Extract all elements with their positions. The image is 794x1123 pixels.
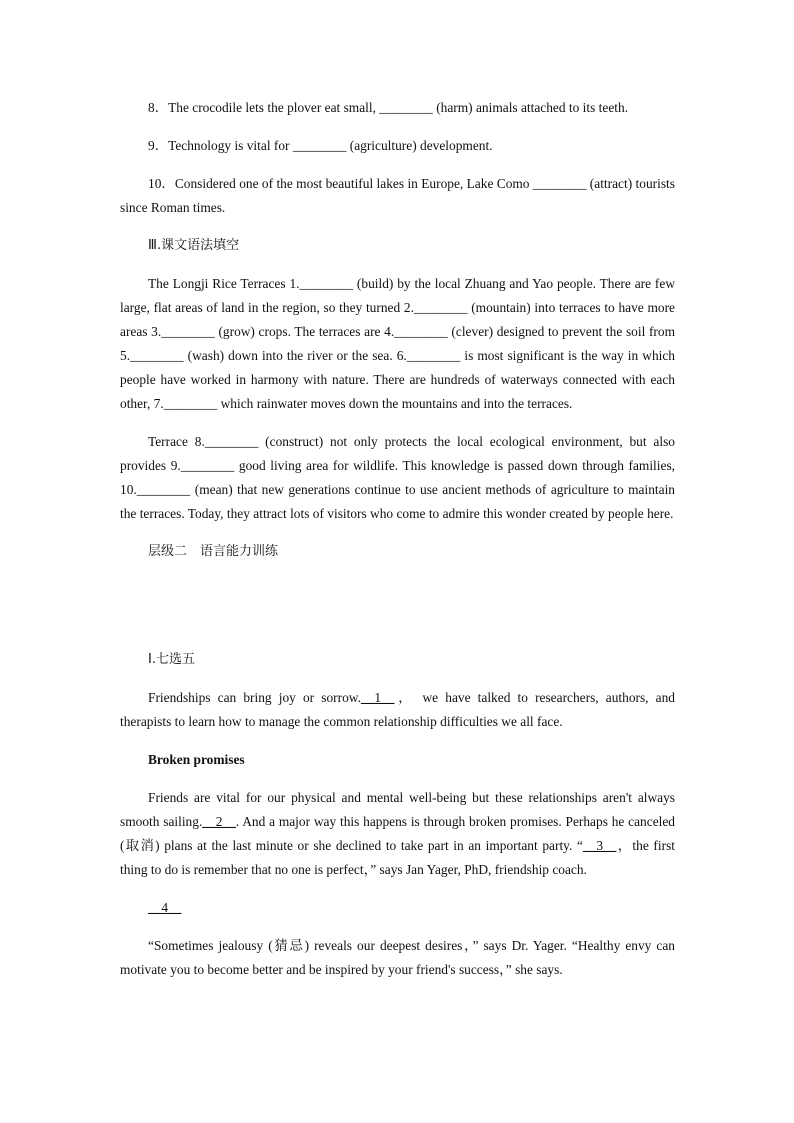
vertical-gap (120, 578, 675, 648)
subheading-broken-promises: Broken promises (148, 752, 245, 767)
intro-text-a: Friendships can bring joy or sorrow. (148, 690, 361, 705)
para-text-c: ，the first thing to do is remember that no one is perfect，” says Jan Yager, PhD, friendship coach. (120, 838, 675, 877)
qixuanwu-intro (120, 686, 675, 734)
document-page (120, 96, 675, 982)
broken-promises-paragraph (120, 786, 675, 882)
question-9: 9．Technology is vital for ________ (agriculture) development. (148, 138, 493, 153)
blank-4-line (120, 896, 675, 920)
question-10: 10．Considered one of the most beautiful lakes in Europe, Lake Como ________ (attract) tourists since Roman times. (120, 176, 675, 215)
section-3-heading: Ⅲ.课文语法填空 (148, 238, 240, 253)
qixuanwu-heading: Ⅰ.七选五 (148, 652, 195, 667)
blank-1: __1__ (360, 690, 395, 705)
jealousy-paragraph: “Sometimes jealousy (猜忌) reveals our deepest desires，” says Dr. Yager. “Healthy envy can motivate you to become better and be inspired by your friend's success，” she says. (120, 938, 675, 977)
blank-2: __2__ (202, 814, 236, 829)
blank-4: __4__ (148, 900, 182, 915)
para-text-a: Friends are vital for our physical and mental well-being but these relationships aren't always smooth sailing. (120, 790, 675, 829)
blank-3: __3__ (582, 838, 617, 853)
para-text-b: . And a major way this happens is through broken promises. Perhaps he canceled (取消) plans at the last minute or she declined to take part in an important party. “ (120, 814, 675, 853)
grammar-fill-paragraph-2: Terrace 8.________ (construct) not only protects the local ecological environment, but also provides 9.________ good living area for wildlife. This knowledge is passed down through families, 10.________ (mean) that new generations continue to use ancient methods of agriculture to maintain the terraces. Today, they attract lots of visitors who come to admire this wonder created by people here. (120, 434, 675, 521)
grammar-fill-paragraph-1: The Longji Rice Terraces 1.________ (build) by the local Zhuang and Yao people. There are few large, flat areas of land in the region, so they turned 2.________ (mountain) into terraces to have more areas 3.________ (grow) crops. The terraces are 4.________ (clever) designed to prevent the soil from 5.________ (wash) down into the river or the sea. 6.________ is most significant is the way in which people have worked in harmony with nature. There are hundreds of waterways connected with each other, 7.________ which rainwater moves down the mountains and into the terraces. (120, 276, 675, 411)
level-2-heading: 层级二 语言能力训练 (148, 544, 279, 559)
intro-text-b: ， we have talked to researchers, authors, and therapists to learn how to manage the common relationship difficulties we all face. (120, 690, 675, 729)
question-8: 8．The crocodile lets the plover eat small, ________ (harm) animals attached to its teeth. (148, 100, 629, 115)
